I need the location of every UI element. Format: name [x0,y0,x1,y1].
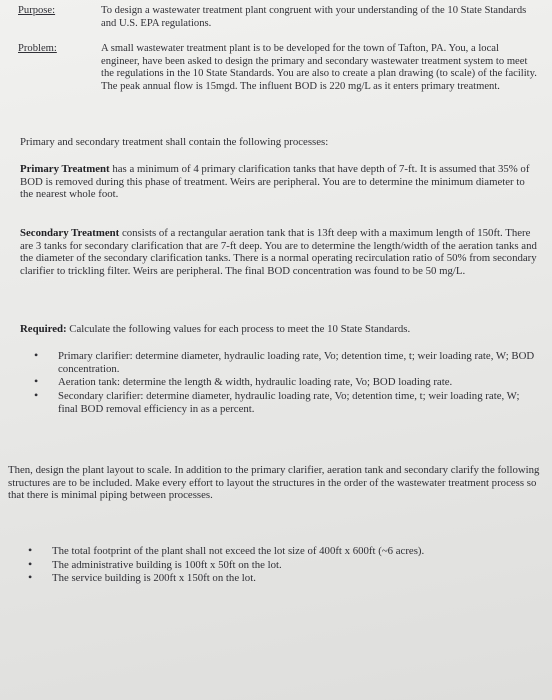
primary-treatment-paragraph [20,163,540,201]
problem-text: A small wastewater treatment plant is to be developed for the town of Tafton, PA. You, a local engineer, have been asked to design the primary and secondary wastewater treatment system to meet the regulations in the 10 State Standards. You are also to create a plan drawing (to scale) of the facility. The peak annual flow is 15mgd. The influent BOD is 220 mg/L as it enters primary treatment. [101,43,537,92]
secondary-treatment-paragraph [20,227,540,278]
layout-list [28,545,542,586]
list-item: • The total footprint of the plant shall not exceed the lot size of 400ft x 600ft (~6 acres). [28,543,425,557]
list-item: • Aeration tank: determine the length & width, hydraulic loading rate, Vo; BOD loading rate. [34,374,453,389]
secondary-treatment-text: consists of a rectangular aeration tank that is 13ft deep with a maximum length of 150ft. There are 3 tanks for secondary clarification that are 7-ft deep. You are to determine the length/width of the aeration tanks and the diameter of the secondary clarification tanks. There is a normal operating recirculation ratio of 50% from secondary clarifier to trickling filter. Weirs are peripheral. The final BOD concentration was found to be 50 mg/L. [20,227,537,278]
list-item: • The administrative building is 100ft x 50ft on the lot. [28,556,282,571]
required-list [34,350,540,417]
required-heading: Required: [20,323,67,335]
list-item: • Secondary clarifier: determine diameter, hydraulic loading rate, Vo; detention time, t; weir loading rate, W; final BOD removal efficiency in as a percent. [34,388,520,415]
layout-paragraph: Then, design the plant layout to scale. In addition to the primary clarifier, aeration tank and secondary clarify the following structures are to be included. Make every effort to layout the structures in the order of the wastewater treatment process so that there is minimal piping between processes. [8,464,540,502]
required-paragraph [20,323,540,336]
list-item: • The service building is 200ft x 150ft on the lot. [28,570,256,585]
list-item: • Primary clarifier: determine diameter, hydraulic loading rate, Vo; detention time, t; weir loading rate, W; BOD concentration. [34,348,535,375]
primary-treatment-text: has a minimum of 4 primary clarification tanks that have depth of 7-ft. It is assumed that 35% of BOD is removed during this phase of treatment. Weirs are peripheral. You are to determine the minimum diameter to the nearest whole foot. [20,163,530,201]
bullet-icon: • [28,556,33,571]
bullet-icon: • [34,348,39,362]
purpose-section [18,5,538,33]
bullet-icon: • [34,388,39,403]
intro-text: Primary and secondary treatment shall contain the following processes: [20,136,329,148]
secondary-treatment-heading: Secondary Treatment [20,227,120,239]
problem-section [18,43,538,123]
bullet-icon: • [34,374,39,389]
required-text: Calculate the following values for each process to meet the 10 State Standards. [69,323,411,335]
purpose-text: To design a wastewater treatment plant congruent with your understanding of the 10 State Standards and U.S. EPA regulations. [101,5,527,29]
bullet-icon: • [28,543,33,557]
bullet-icon: • [28,570,33,585]
purpose-label: Purpose: [18,5,56,16]
problem-label: Problem: [18,43,57,54]
primary-treatment-heading: Primary Treatment [20,163,110,175]
